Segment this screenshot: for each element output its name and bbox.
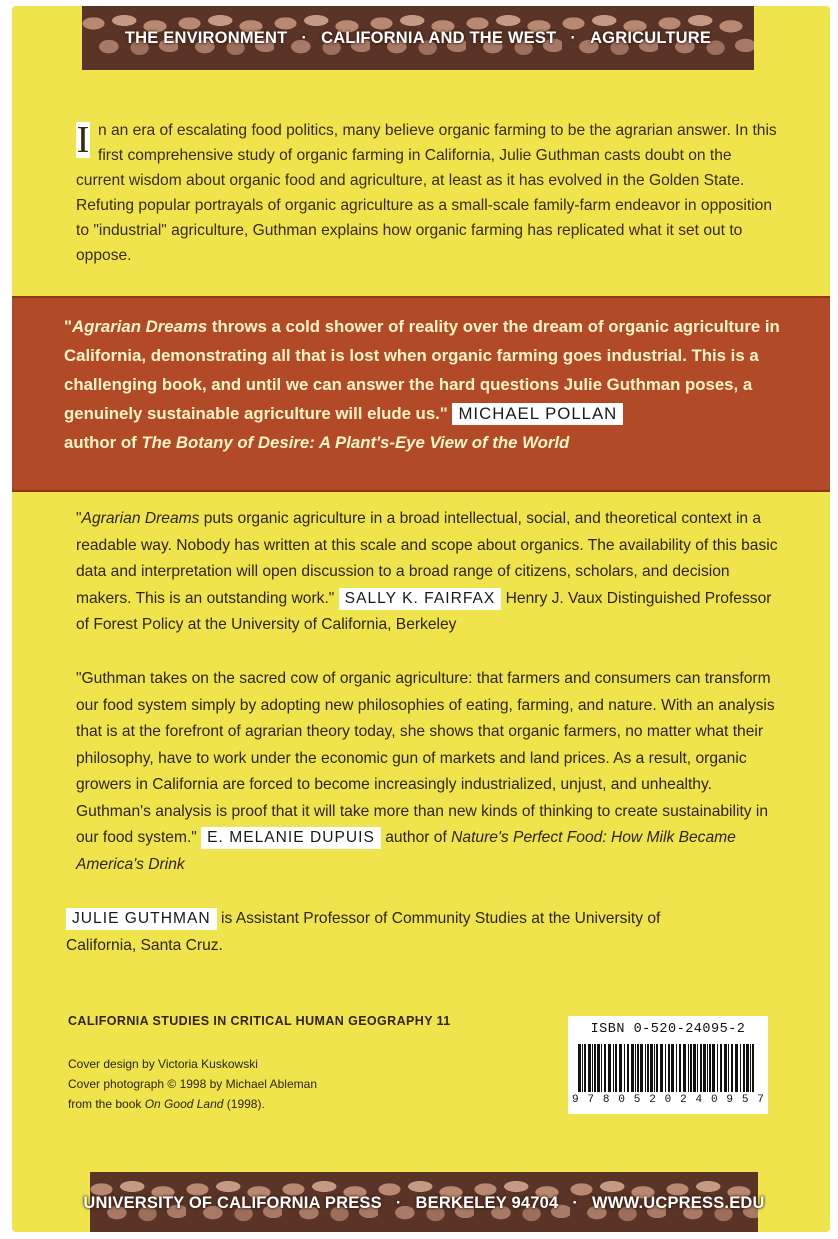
barcode-bar [717, 1044, 718, 1092]
photo-credit: Cover photograph © 1998 by Michael Ableman [68, 1077, 317, 1091]
barcode-bar [731, 1044, 733, 1092]
barcode-bar [743, 1044, 745, 1092]
barcode-bar [709, 1044, 711, 1092]
barcode-digit: 7 [587, 1094, 595, 1106]
barcode-bar [631, 1044, 634, 1092]
pollan-book-title: The Botany of Desire: A Plant's-Eye View of the World [141, 433, 570, 452]
barcode-bar [728, 1044, 729, 1092]
barcode-bar [650, 1044, 653, 1092]
author-tag-pollan: MICHAEL POLLAN [452, 403, 623, 425]
barcode-bar [688, 1044, 689, 1092]
barcode-bar [604, 1044, 606, 1092]
barcode-bar [712, 1044, 715, 1092]
barcode-bar [640, 1044, 643, 1092]
pollan-quote: "Agrarian Dreams throws a cold shower of reality over the dream of organic agriculture in California, demonstrating all that is lost when organic farming goes industrial. This is a challenging book, and until we can answer the hard questions Julie Guthman poses, a genuinely sustainable agriculture will elude us." MICHAEL POLLAN author of The Botany of Desire: A Plant's-Eye View of the World [64, 317, 780, 452]
barcode-digit: 5 [741, 1094, 749, 1106]
book-title: Agrarian Dreams [81, 510, 200, 527]
barcode-bar [584, 1044, 586, 1092]
series-title: CALIFORNIA STUDIES IN CRITICAL HUMAN GEOGRAPHY 11 [68, 1014, 451, 1028]
cover-credits [68, 1054, 317, 1114]
barcode-graphic [578, 1044, 758, 1094]
barcode-bar [597, 1044, 600, 1092]
intro-paragraph [76, 118, 784, 268]
dupuis-quote: "Guthman takes on the sacred cow of organic agriculture: that farmers and consumers can transform our food system simply by adopting new philosophies of eating, farming, and nature. With an analysis that is at the forefront of agrarian theory today, she shows that organic farmers, no matter what their philosophy, have to work under the economic gun of markets and land prices. As a result, organic growers in California are forced to become increasingly industrialized, unjust, and unhealthy. Guthman's analysis is proof that it will take more than new kinds of thinking to create sustainability in our food system." E. MELANIE DUPUIS author of Nature's Perfect Food: How Milk Became America's Drink [76, 670, 775, 873]
barcode-digit: 4 [695, 1094, 703, 1106]
subject-separator: · [570, 28, 577, 47]
barcode-bar [635, 1044, 636, 1092]
barcode-bar [665, 1044, 666, 1092]
barcode-digit: 0 [710, 1094, 718, 1106]
barcode-digit: 0 [618, 1094, 625, 1106]
barcode-bar [700, 1044, 702, 1092]
bio-text: is Assistant Professor of Community Studies at the University of California, Santa Cruz. [66, 910, 661, 954]
barcode-bar [637, 1044, 639, 1092]
author-tag-fairfax: SALLY K. FAIRFAX [339, 588, 502, 610]
barcode-bar [578, 1044, 581, 1092]
barcode-bar [690, 1044, 692, 1092]
barcode-bar [588, 1044, 591, 1092]
publisher-city: BERKELEY 94704 [415, 1193, 559, 1212]
barcode-bar [735, 1044, 738, 1092]
barcode-bar [752, 1044, 754, 1092]
barcode-bar [724, 1044, 727, 1092]
barcode-bar [613, 1044, 614, 1092]
book-title: Agrarian Dreams [71, 317, 208, 336]
barcode-bar [679, 1044, 681, 1092]
barcode-digits [572, 1094, 764, 1106]
subject-environment: THE ENVIRONMENT [124, 28, 288, 47]
barcode-digit: 8 [602, 1094, 610, 1106]
barcode-bar [703, 1044, 706, 1092]
fairfax-quote: "Agrarian Dreams puts organic agriculture in a broad intellectual, social, and theoretical context in a readable way. Nobody has written at this scale and scope about organics. The availability of this basic data and interpretation will open discussion to a broad range of citizens, scholars, and decision makers. This is an outstanding work." SALLY K. FAIRFAX Henry J. Vaux Distinguished Professor of Forest Policy at the University of California, Berkeley [76, 510, 778, 633]
barcode-bar [676, 1044, 677, 1092]
barcode-bar [697, 1044, 698, 1092]
barcode-bar [601, 1044, 602, 1092]
source-book-title: On Good Land [144, 1097, 224, 1111]
quote-text: puts organic agriculture in a broad intellectual, social, and theoretical context in a readable way. Nobody has written at this scale and scope about organics. The availability of this basic data and interpretation will open discussion to a broad range of citizens, scholars, and decision makers. This is an outstanding work." [76, 510, 778, 607]
publisher-name: UNIVERSITY OF CALIFORNIA PRESS [83, 1193, 382, 1212]
barcode-bar [627, 1044, 629, 1092]
publisher-website: WWW.UCPRESS.EDU [592, 1193, 765, 1212]
author-bio [66, 906, 666, 959]
author-tag-dupuis: E. MELANIE DUPUIS [201, 827, 381, 849]
intro-text: n an era of escalating food politics, many believe organic farming to be the agrarian answer. In this first comprehensive study of organic farming in California, Julie Guthman casts doubt on the current wisdom about organic food and agriculture, at least as it has evolved in the Golden State. Refuting popular portrayals of organic agriculture as a small-scale family-farm endeavor in opposition to "industrial" agriculture, Guthman explains how organic farming has replicated what it set out to oppose. [76, 122, 777, 264]
publisher-band [83, 1172, 765, 1232]
barcode-bar [668, 1044, 670, 1092]
barcode-bar [647, 1044, 649, 1092]
barcode-bar [619, 1044, 622, 1092]
subject-california-west: CALIFORNIA AND THE WEST [321, 28, 557, 47]
subject-agriculture: AGRICULTURE [590, 28, 712, 47]
subject-band [82, 6, 754, 70]
isbn-label: ISBN 0-520-24095-2 [590, 1022, 746, 1037]
barcode-bar [645, 1044, 646, 1092]
barcode-digit: 2 [680, 1094, 687, 1106]
barcode-bar [750, 1044, 751, 1092]
barcode-bar [624, 1044, 625, 1092]
publisher-separator: · [395, 1193, 402, 1212]
barcode-bar [582, 1044, 583, 1092]
barcode-bar [693, 1044, 696, 1092]
author-tag-guthman: JULIE GUTHMAN [66, 908, 217, 930]
barcode-digit: 2 [649, 1094, 656, 1106]
barcode-bar [656, 1044, 658, 1092]
barcode-bar [707, 1044, 708, 1092]
barcode-bar [594, 1044, 596, 1092]
design-credit: Cover design by Victoria Kuskowski [68, 1057, 258, 1071]
barcode-bar [740, 1044, 741, 1092]
quote-text: throws a cold shower of reality over the dream of organic agriculture in California, demonstrating all that is lost when organic farming goes industrial. This is a challenging book, and until we can answer the hard questions Julie Guthman poses, a genuinely sustainable agriculture will elude us." [64, 317, 780, 423]
publisher-separator: · [572, 1193, 579, 1212]
barcode-bar [608, 1044, 611, 1092]
back-cover [12, 6, 830, 1232]
barcode-digit: 9 [572, 1094, 579, 1106]
barcode-digit: 7 [757, 1094, 764, 1106]
barcode-bar [683, 1044, 686, 1092]
barcode-bar [592, 1044, 593, 1092]
subject-separator: · [301, 28, 308, 47]
drop-cap: I [76, 119, 90, 161]
barcode-bar [746, 1044, 749, 1092]
source-credit: from the book On Good Land (1998). [68, 1097, 265, 1111]
barcode-digit: 0 [664, 1094, 672, 1106]
barcode-digit: 5 [633, 1094, 641, 1106]
featured-quote-panel [12, 296, 830, 492]
barcode-digit: 9 [726, 1094, 733, 1106]
barcode-bar [615, 1044, 617, 1092]
fairfax-affiliation: Henry J. Vaux Distinguished Professor of Forest Policy at the University of California, Berkeley [76, 589, 772, 633]
barcode-bar [671, 1044, 674, 1092]
dupuis-book-title: Nature's Perfect Food: How Milk Became America's Drink [76, 829, 736, 873]
quote-text: "Guthman takes on the sacred cow of organic agriculture: that farmers and consumers can transform our food system simply by adopting new philosophies of eating, farming, and nature. With an analysis that is at the forefront of agrarian theory today, she shows that organic farmers, no matter what their philosophy, have to work under the economic gun of markets and land prices. As a result, organic growers in California are forced to become increasingly industrialized, unjust, and unhealthy. Guthman's analysis is proof that it will take more than new kinds of thinking to create sustainability in our food system." [76, 670, 775, 846]
barcode-bar [660, 1044, 663, 1092]
isbn-barcode-panel [568, 1016, 768, 1114]
barcode-bar [720, 1044, 722, 1092]
barcode-bar [654, 1044, 655, 1092]
